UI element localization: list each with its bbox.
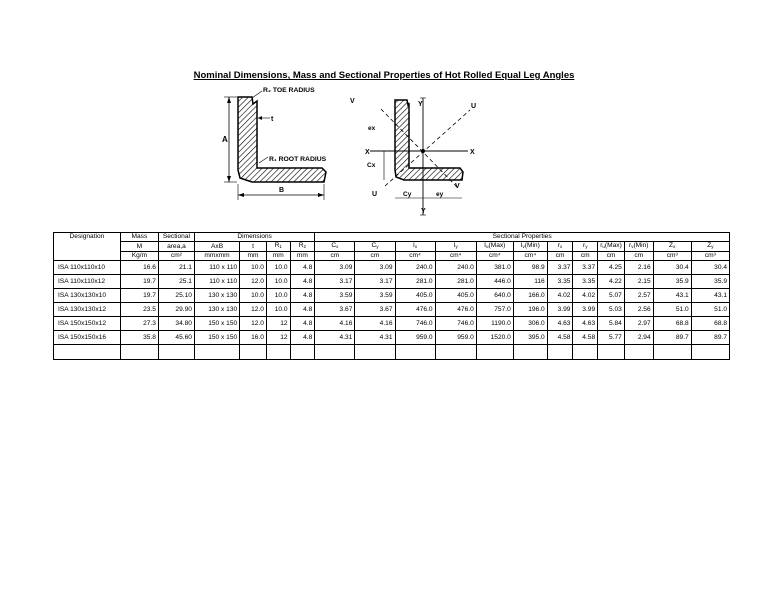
designation-cell: ISA 110x110x10: [54, 261, 121, 275]
value-cell: 12.0: [240, 317, 267, 331]
designation-cell: ISA 150x150x12: [54, 317, 121, 331]
empty-cell: [547, 345, 573, 360]
value-cell: 3.35: [547, 275, 573, 289]
unit-iu: cm⁴: [476, 252, 513, 261]
value-cell: 4.63: [547, 317, 573, 331]
u-axis-bottom-label: U: [372, 191, 378, 198]
value-cell: 3.17: [355, 275, 395, 289]
col-mass: Mass: [120, 233, 158, 242]
value-cell: 4.25: [598, 261, 625, 275]
value-cell: 4.8: [290, 331, 315, 345]
sectional-properties-table: [53, 232, 730, 360]
value-cell: 10.0: [266, 289, 290, 303]
unit-iv: cm⁴: [513, 252, 547, 261]
value-cell: 51.0: [653, 303, 691, 317]
value-cell: 130 x 130: [194, 303, 239, 317]
empty-table-row: [54, 345, 730, 360]
value-cell: 1190.0: [476, 317, 513, 331]
empty-cell: [513, 345, 547, 360]
angle-axes-diagram: [350, 98, 476, 215]
x-axis-right-label: X: [470, 149, 475, 156]
value-cell: 757.0: [476, 303, 513, 317]
value-cell: 5.77: [598, 331, 625, 345]
empty-cell: [266, 345, 290, 360]
table-row: [54, 289, 730, 303]
value-cell: 3.99: [573, 303, 598, 317]
unit-t: mm: [240, 252, 267, 261]
unit-r2: mm: [290, 252, 315, 261]
hdr-axb: AxB: [194, 242, 239, 252]
hdr-iu: $I_u(Max)$: [476, 242, 513, 252]
value-cell: 3.59: [355, 289, 395, 303]
dim-a-label: A: [222, 135, 228, 144]
value-cell: 16.0: [240, 331, 267, 345]
empty-cell: [395, 345, 435, 360]
hdr-iy: $I_y$: [435, 242, 476, 252]
unit-ry: cm: [573, 252, 598, 261]
value-cell: 25.1: [158, 275, 194, 289]
header-row-2: [54, 242, 730, 252]
value-cell: 3.37: [547, 261, 573, 275]
value-cell: 89.7: [653, 331, 691, 345]
value-cell: 98.9: [513, 261, 547, 275]
value-cell: 4.16: [355, 317, 395, 331]
hdr-cx: $C_x$: [315, 242, 355, 252]
value-cell: 43.1: [691, 289, 729, 303]
y-axis-top-label: Y: [418, 101, 423, 108]
value-cell: 306.0: [513, 317, 547, 331]
angle-profile-diagram: [222, 87, 327, 200]
value-cell: 4.58: [547, 331, 573, 345]
hdr-rx: $r_x$: [547, 242, 573, 252]
root-radius-label: R₁ ROOT RADIUS: [269, 156, 327, 163]
table-row: [54, 331, 730, 345]
value-cell: 34.80: [158, 317, 194, 331]
value-cell: 68.8: [653, 317, 691, 331]
value-cell: 2.97: [624, 317, 653, 331]
cx-label: Cx: [367, 162, 376, 169]
value-cell: 12: [266, 331, 290, 345]
empty-cell: [598, 345, 625, 360]
value-cell: 2.16: [624, 261, 653, 275]
value-cell: 166.0: [513, 289, 547, 303]
table-row: [54, 317, 730, 331]
value-cell: 3.17: [315, 275, 355, 289]
value-cell: 196.0: [513, 303, 547, 317]
value-cell: 2.56: [624, 303, 653, 317]
hdr-rv: $r_v(Min)$: [624, 242, 653, 252]
empty-cell: [653, 345, 691, 360]
empty-cell: [624, 345, 653, 360]
value-cell: 35.8: [120, 331, 158, 345]
hdr-area: area,a: [158, 242, 194, 252]
hdr-t: t: [240, 242, 267, 252]
value-cell: 476.0: [395, 303, 435, 317]
value-cell: 51.0: [691, 303, 729, 317]
value-cell: 240.0: [395, 261, 435, 275]
col-designation: Designation: [54, 233, 121, 261]
header-row-3: [54, 252, 730, 261]
value-cell: 405.0: [395, 289, 435, 303]
empty-cell: [315, 345, 355, 360]
value-cell: 5.84: [598, 317, 625, 331]
empty-cell: [573, 345, 598, 360]
value-cell: 2.94: [624, 331, 653, 345]
value-cell: 43.1: [653, 289, 691, 303]
value-cell: 116: [513, 275, 547, 289]
table-row: [54, 275, 730, 289]
value-cell: 3.09: [315, 261, 355, 275]
empty-cell: [476, 345, 513, 360]
unit-cx: cm: [315, 252, 355, 261]
v-axis-bottom-label: V: [455, 183, 460, 190]
document-title: Nominal Dimensions, Mass and Sectional Properties of Hot Rolled Equal Leg Angles: [193, 70, 575, 81]
table-body: [54, 261, 730, 360]
value-cell: 21.1: [158, 261, 194, 275]
unit-rx: cm: [547, 252, 573, 261]
col-sectional: Sectional: [158, 233, 194, 242]
table-row: [54, 303, 730, 317]
value-cell: 3.99: [547, 303, 573, 317]
empty-cell: [194, 345, 239, 360]
angle-section-shape-axes: [395, 100, 463, 180]
value-cell: 3.67: [355, 303, 395, 317]
value-cell: 476.0: [435, 303, 476, 317]
value-cell: 446.0: [476, 275, 513, 289]
value-cell: 45.60: [158, 331, 194, 345]
x-axis-left-label: X: [365, 149, 370, 156]
empty-cell: [158, 345, 194, 360]
empty-cell: [435, 345, 476, 360]
value-cell: 240.0: [435, 261, 476, 275]
unit-mass: Kg/m: [120, 252, 158, 261]
v-axis-top-label: V: [350, 98, 355, 105]
value-cell: 4.02: [547, 289, 573, 303]
value-cell: 25.10: [158, 289, 194, 303]
value-cell: 1520.0: [476, 331, 513, 345]
value-cell: 4.8: [290, 261, 315, 275]
value-cell: 4.22: [598, 275, 625, 289]
hdr-r2: $R_2$: [290, 242, 315, 252]
value-cell: 959.0: [395, 331, 435, 345]
empty-cell: [691, 345, 729, 360]
angle-section-diagrams: [0, 0, 768, 232]
value-cell: 30.4: [691, 261, 729, 275]
value-cell: 3.37: [573, 261, 598, 275]
value-cell: 5.03: [598, 303, 625, 317]
hdr-mass-m: M: [120, 242, 158, 252]
value-cell: 281.0: [395, 275, 435, 289]
value-cell: 19.7: [120, 289, 158, 303]
unit-axb: mmxmm: [194, 252, 239, 261]
hdr-zx: $Z_x$: [653, 242, 691, 252]
value-cell: 10.0: [266, 303, 290, 317]
u-axis-top-label: U: [471, 103, 477, 110]
value-cell: 23.5: [120, 303, 158, 317]
col-sectional-properties: Sectional Properties: [315, 233, 730, 242]
value-cell: 4.8: [290, 317, 315, 331]
value-cell: 12: [266, 317, 290, 331]
hdr-r1: $R_1$: [266, 242, 290, 252]
value-cell: 10.0: [240, 261, 267, 275]
value-cell: 29.90: [158, 303, 194, 317]
unit-zx: cm³: [653, 252, 691, 261]
value-cell: 3.67: [315, 303, 355, 317]
empty-cell: [54, 345, 121, 360]
value-cell: 10.0: [240, 289, 267, 303]
value-cell: 110 x 110: [194, 261, 239, 275]
value-cell: 5.07: [598, 289, 625, 303]
value-cell: 150 x 150: [194, 317, 239, 331]
value-cell: 35.9: [691, 275, 729, 289]
ey-label: ey: [436, 191, 444, 198]
dim-t-label: t: [271, 116, 274, 123]
toe-radius-label: R₂ TOE RADIUS: [263, 87, 315, 94]
value-cell: 30.4: [653, 261, 691, 275]
value-cell: 640.0: [476, 289, 513, 303]
empty-cell: [240, 345, 267, 360]
ex-label: ex: [368, 125, 376, 132]
y-axis-bottom-label: Y: [421, 208, 426, 215]
value-cell: 4.02: [573, 289, 598, 303]
unit-rv: cm: [624, 252, 653, 261]
header-row-1: [54, 233, 730, 242]
angle-section-shape: [238, 97, 326, 182]
value-cell: 4.16: [315, 317, 355, 331]
value-cell: 4.31: [355, 331, 395, 345]
designation-cell: ISA 130x130x12: [54, 303, 121, 317]
value-cell: 35.9: [653, 275, 691, 289]
value-cell: 3.35: [573, 275, 598, 289]
value-cell: 395.0: [513, 331, 547, 345]
value-cell: 12.0: [240, 275, 267, 289]
value-cell: 130 x 130: [194, 289, 239, 303]
value-cell: 4.8: [290, 303, 315, 317]
value-cell: 16.6: [120, 261, 158, 275]
hdr-ru: $r_u(Max)$: [598, 242, 625, 252]
value-cell: 746.0: [435, 317, 476, 331]
value-cell: 3.09: [355, 261, 395, 275]
unit-zy: cm³: [691, 252, 729, 261]
dim-b-label: B: [279, 187, 285, 194]
designation-cell: ISA 150x150x16: [54, 331, 121, 345]
designation-cell: ISA 130x130x10: [54, 289, 121, 303]
value-cell: 110 x 110: [194, 275, 239, 289]
hdr-ry: $r_y$: [573, 242, 598, 252]
col-dimensions: Dimensions: [194, 233, 314, 242]
empty-cell: [290, 345, 315, 360]
designation-cell: ISA 110x110x12: [54, 275, 121, 289]
empty-cell: [120, 345, 158, 360]
value-cell: 281.0: [435, 275, 476, 289]
table-row: [54, 261, 730, 275]
value-cell: 4.58: [573, 331, 598, 345]
value-cell: 2.15: [624, 275, 653, 289]
value-cell: 68.8: [691, 317, 729, 331]
hdr-iv: $I_v(Min)$: [513, 242, 547, 252]
unit-ix: cm⁴: [395, 252, 435, 261]
value-cell: 10.0: [266, 261, 290, 275]
value-cell: 2.57: [624, 289, 653, 303]
value-cell: 405.0: [435, 289, 476, 303]
value-cell: 10.0: [266, 275, 290, 289]
value-cell: 4.8: [290, 275, 315, 289]
hdr-cy: $C_y$: [355, 242, 395, 252]
value-cell: 4.8: [290, 289, 315, 303]
hdr-ix: $I_x$: [395, 242, 435, 252]
value-cell: 150 x 150: [194, 331, 239, 345]
value-cell: 19.7: [120, 275, 158, 289]
value-cell: 4.63: [573, 317, 598, 331]
cy-label: Cy: [403, 191, 412, 198]
value-cell: 3.59: [315, 289, 355, 303]
unit-ru: cm: [598, 252, 625, 261]
empty-cell: [355, 345, 395, 360]
value-cell: 4.31: [315, 331, 355, 345]
value-cell: 89.7: [691, 331, 729, 345]
hdr-zy: $Z_y$: [691, 242, 729, 252]
value-cell: 746.0: [395, 317, 435, 331]
value-cell: 27.3: [120, 317, 158, 331]
unit-area: cm²: [158, 252, 194, 261]
value-cell: 959.0: [435, 331, 476, 345]
unit-cy: cm: [355, 252, 395, 261]
value-cell: 12.0: [240, 303, 267, 317]
unit-iy: cm⁴: [435, 252, 476, 261]
value-cell: 381.0: [476, 261, 513, 275]
unit-r1: mm: [266, 252, 290, 261]
